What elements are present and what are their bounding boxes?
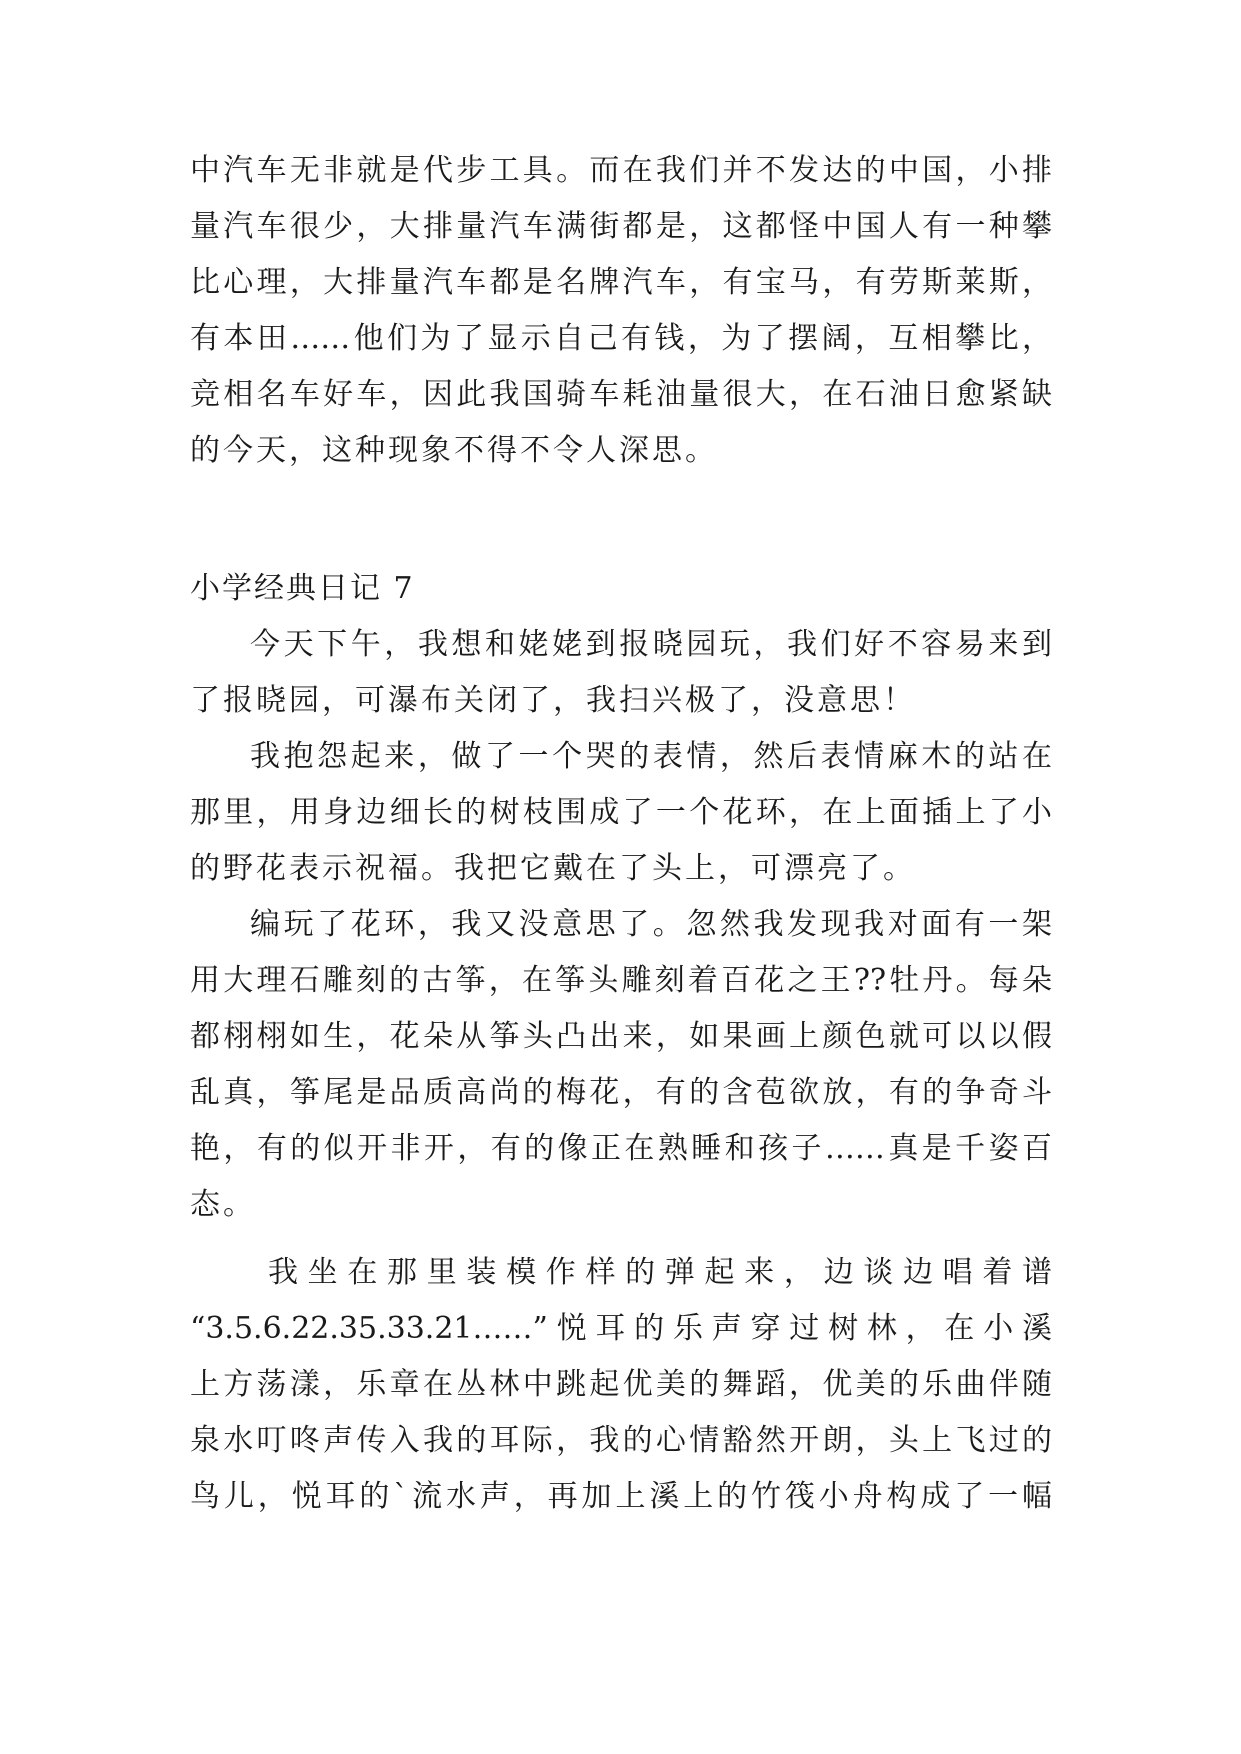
para4-line-2: “3.5.6.22.35.33.21……”悦耳的乐声穿过树林，在小溪 — [190, 1311, 1052, 1346]
intro-line-6: 的今天，这种现象不得不令人深思。 — [190, 433, 718, 468]
intro-line-2: 量汽车很少，大排量汽车满街都是，这都怪中国人有一种攀 — [190, 209, 1052, 244]
para3-line-4: 乱真，筝尾是品质高尚的梅花，有的含苞欲放，有的争奇斗 — [190, 1075, 1052, 1110]
para3-line-3: 都栩栩如生，花朵从筝头凸出来，如果画上颜色就可以以假 — [190, 1019, 1052, 1054]
para1-line-2: 了报晓园，可瀑布关闭了，我扫兴极了，没意思！ — [190, 683, 916, 718]
para3-line-5: 艳，有的似开非开，有的像正在熟睡和孩子……真是千姿百 — [190, 1131, 1052, 1166]
intro-line-4: 有本田……他们为了显示自己有钱，为了摆阔，互相攀比， — [190, 321, 1052, 356]
intro-line-5: 竞相名车好车，因此我国骑车耗油量很大，在石油日愈紧缺 — [190, 377, 1052, 412]
para2-line-3: 的野花表示祝福。我把它戴在了头上，可漂亮了。 — [190, 851, 916, 886]
section-title: 小学经典日记 7 — [190, 571, 415, 606]
para1-line-1: 今天下午，我想和姥姥到报晓园玩，我们好不容易来到 — [250, 627, 1052, 662]
para3-line-2: 用大理石雕刻的古筝，在筝头雕刻着百花之王??牡丹。每朵 — [190, 963, 1052, 998]
para3-line-6: 态。 — [190, 1187, 256, 1222]
para4-line-3: 上方荡漾，乐章在丛林中跳起优美的舞蹈，优美的乐曲伴随 — [190, 1367, 1052, 1402]
para4-line-5: 鸟儿，悦耳的`流水声，再加上溪上的竹筏小舟构成了一幅 — [190, 1479, 1052, 1514]
para3-line-1: 编玩了花环，我又没意思了。忽然我发现我对面有一架 — [250, 907, 1052, 942]
para4-line-4: 泉水叮咚声传入我的耳际，我的心情豁然开朗，头上飞过的 — [190, 1423, 1052, 1458]
para2-line-1: 我抱怨起来，做了一个哭的表情，然后表情麻木的站在 — [250, 739, 1052, 774]
para2-line-2: 那里，用身边细长的树枝围成了一个花环，在上面插上了小 — [190, 795, 1052, 830]
para4-line-1: 我坐在那里装模作样的弹起来，边谈边唱着谱 — [268, 1255, 1052, 1290]
intro-line-1: 中汽车无非就是代步工具。而在我们并不发达的中国，小排 — [190, 153, 1052, 188]
intro-line-3: 比心理，大排量汽车都是名牌汽车，有宝马，有劳斯莱斯， — [190, 265, 1052, 300]
